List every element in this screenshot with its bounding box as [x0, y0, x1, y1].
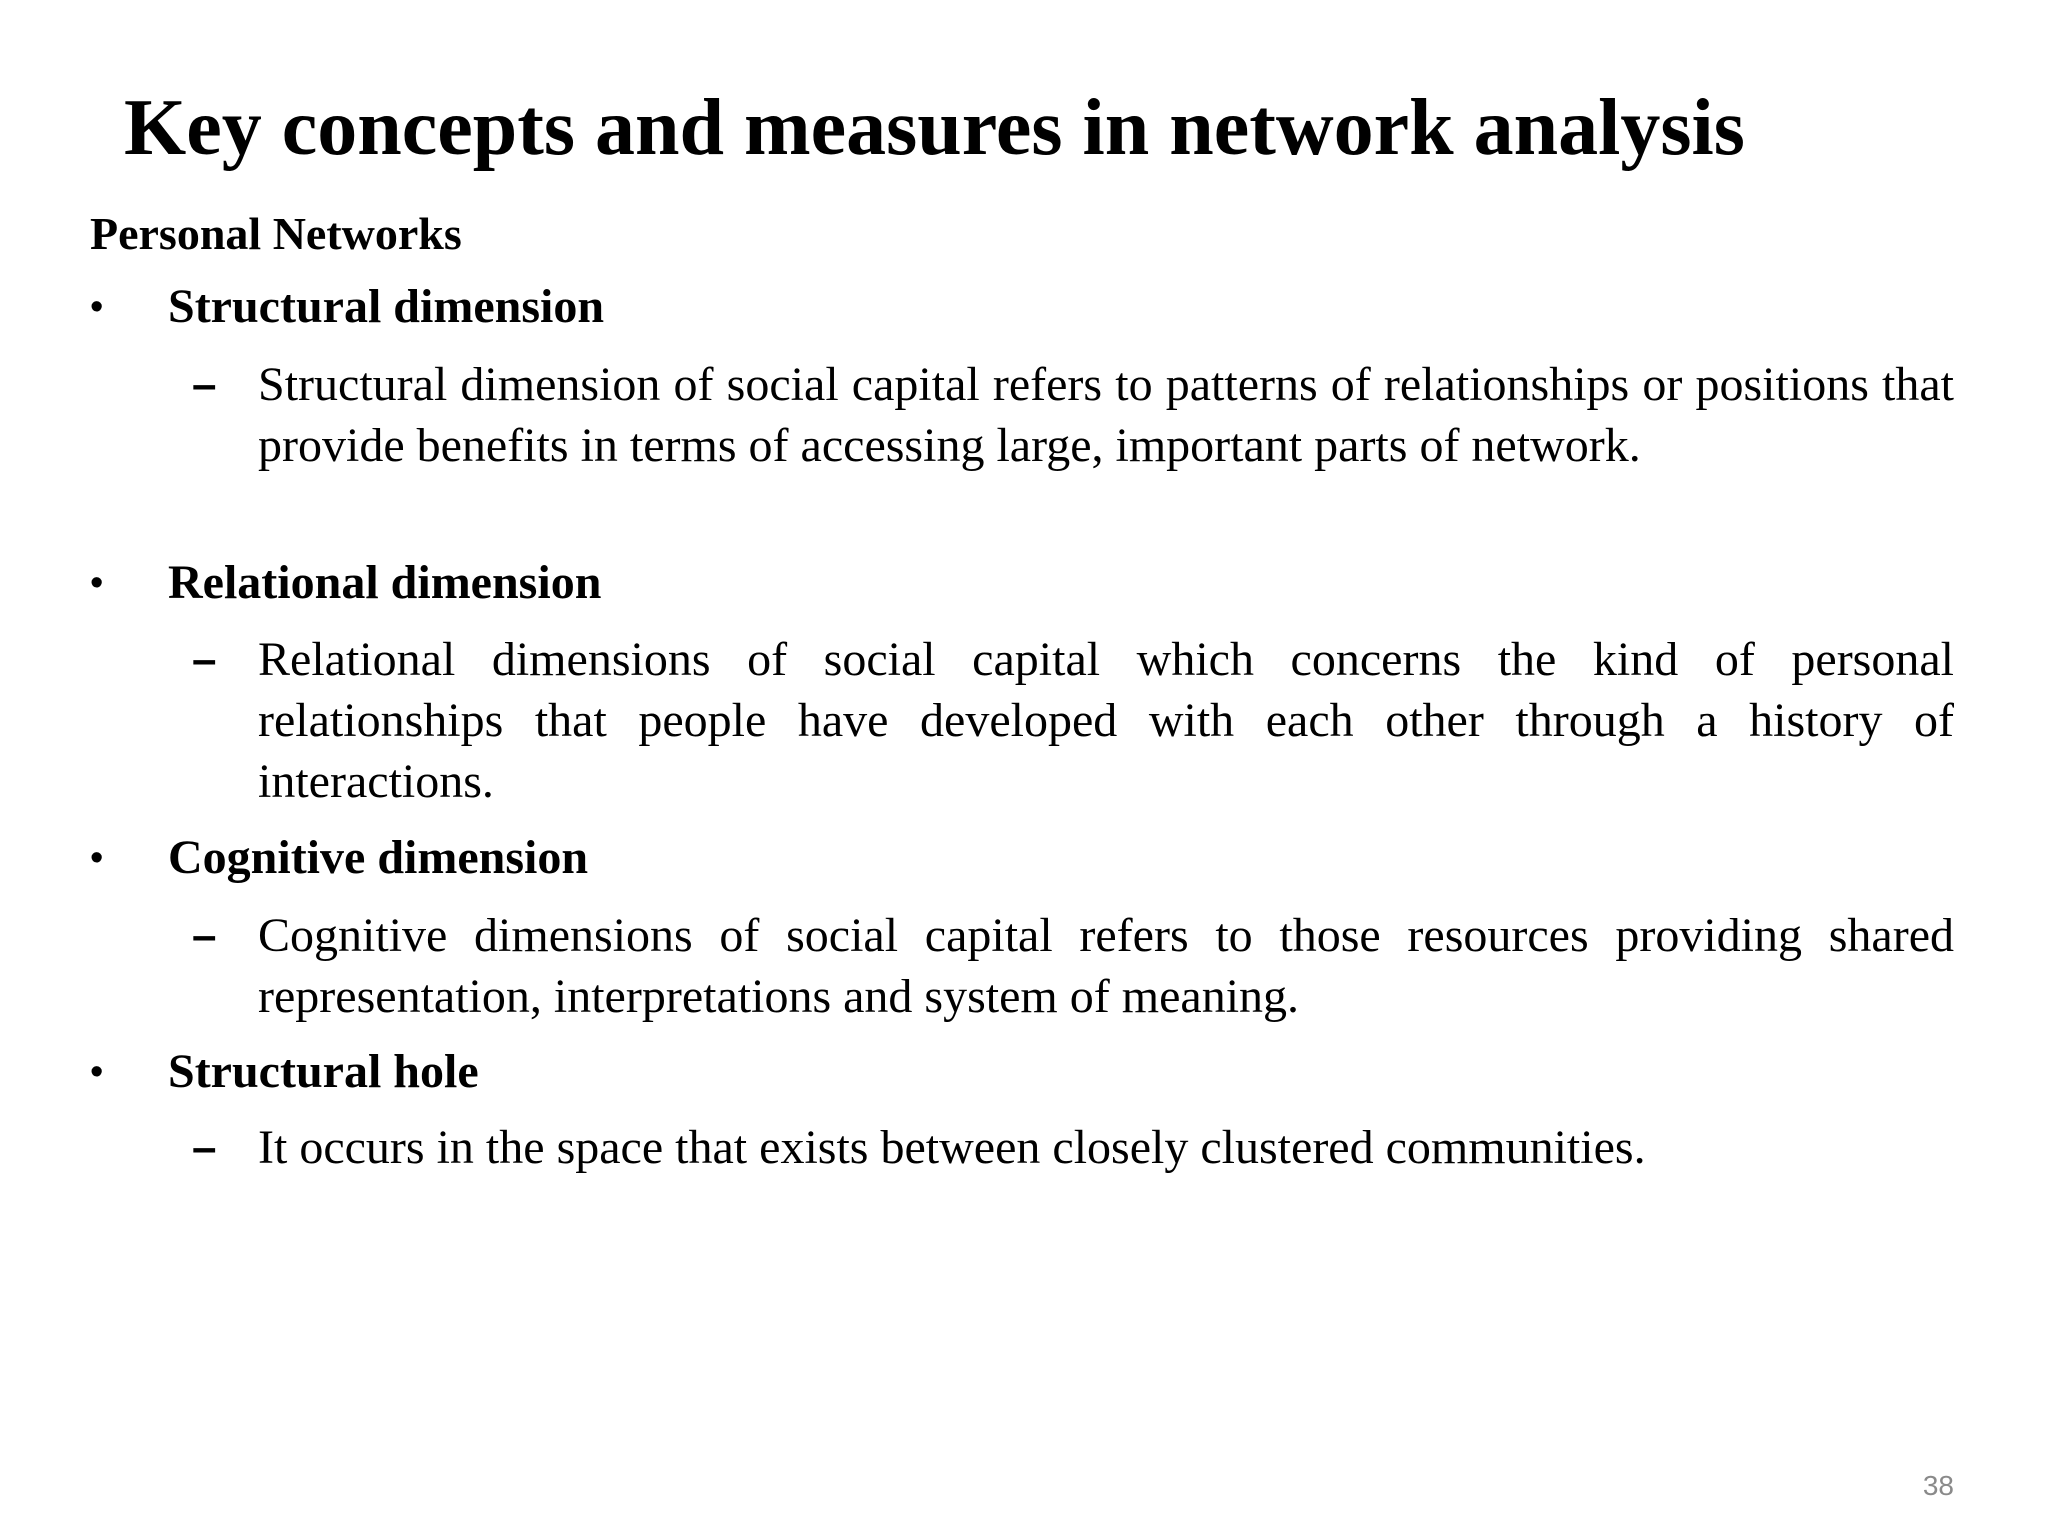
bullet-heading: Structural hole: [168, 1045, 479, 1098]
bullet-icon: •: [90, 286, 104, 328]
bullet-heading: Relational dimension: [168, 556, 602, 609]
section-heading: Personal Networks: [90, 208, 462, 259]
bullet-icon: •: [90, 837, 104, 879]
bullet-icon: •: [90, 1051, 104, 1093]
bullet-heading: Cognitive dimension: [168, 831, 589, 884]
dash-icon: –: [192, 1123, 217, 1172]
bullet-heading: Structural dimension: [168, 280, 605, 333]
page-number: 38: [1922, 1470, 1954, 1501]
sub-item-text: Structural dimension of social capital refers to patterns of relationships or positions that provide benefits in terms of accessing large, important parts of network.: [258, 358, 1954, 472]
dash-icon: –: [192, 360, 217, 409]
dash-icon: –: [192, 635, 217, 684]
slide-title: Key concepts and measures in network analysis: [124, 84, 1745, 172]
dash-icon: –: [192, 911, 217, 960]
sub-item-text: It occurs in the space that exists between closely clustered communities.: [258, 1121, 1646, 1174]
bullet-icon: •: [90, 562, 104, 604]
sub-item-text: Relational dimensions of social capital which concerns the kind of personal relationships that people have developed with each other through a history of interactions.: [258, 633, 1954, 808]
sub-item-text: Cognitive dimensions of social capital refers to those resources providing shared representation, interpretations and system of meaning.: [258, 909, 1954, 1023]
